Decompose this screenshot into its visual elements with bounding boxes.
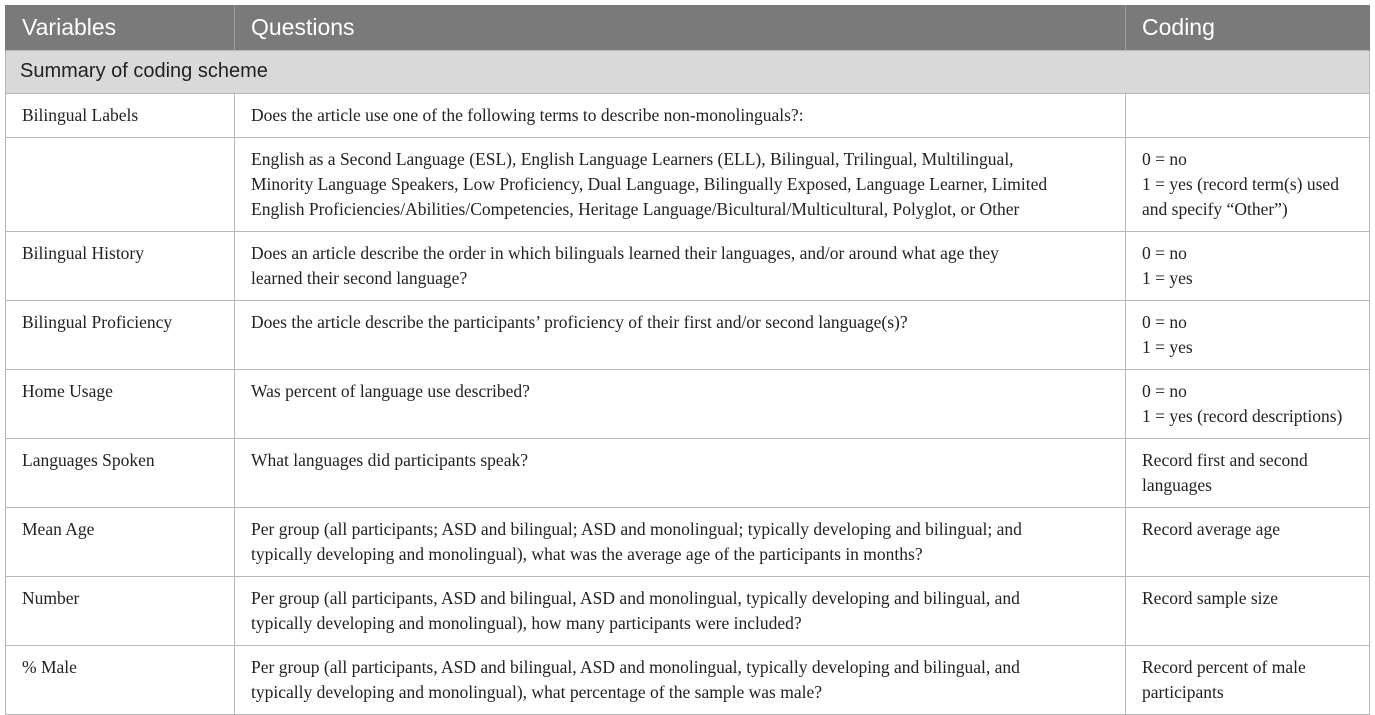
coding-line: 1 = yes (record descriptions) [1142,405,1343,426]
coding-cell [1126,231,1370,300]
question-cell [235,231,1126,300]
question-line: English Proficiencies/Abilities/Competencies, Heritage Language/Bicultural/Multicultural, Polyglot, or Other [251,198,1020,219]
coding-scheme-table [5,5,1370,715]
variable-cell: Mean Age [6,507,235,576]
coding-line: Record sample size [1142,587,1279,608]
coding-cell [1126,369,1370,438]
coding-line: 0 = no [1142,380,1187,401]
coding-cell [1126,576,1370,645]
question-line: Minority Language Speakers, Low Proficiency, Dual Language, Bilingually Exposed, Language Learner, Limited [251,173,1048,194]
question-line: Does an article describe the order in which bilinguals learned their languages, and/or around what age they [251,242,999,263]
coding-line: Record first and second [1142,449,1308,470]
coding-line: 0 = no [1142,148,1187,169]
question-line: Per group (all participants, ASD and bilingual, ASD and monolingual, typically developing and bilingual, and [251,587,1020,608]
question-cell [235,645,1126,714]
question-line: What languages did participants speak? [251,449,528,470]
question-cell [235,576,1126,645]
question-line: English as a Second Language (ESL), English Language Learners (ELL), Bilingual, Trilingual, Multilingual, [251,148,1014,169]
question-line: Does the article describe the participants’ proficiency of their first and/or second language(s)? [251,311,908,332]
variable-cell: Languages Spoken [6,438,235,507]
table-row [6,369,1370,438]
coding-cell [1126,438,1370,507]
coding-cell [1126,300,1370,369]
coding-line: participants [1142,681,1224,702]
coding-cell [1126,645,1370,714]
question-cell [235,300,1126,369]
coding-line: 1 = yes [1142,267,1193,288]
question-line: Per group (all participants, ASD and bilingual, ASD and monolingual, typically developing and bilingual, and [251,656,1020,677]
table-row [6,576,1370,645]
coding-line: 1 = yes [1142,336,1193,357]
coding-line: languages [1142,474,1212,495]
header-row [6,5,1370,50]
coding-line: Record average age [1142,518,1280,539]
question-cell [235,93,1126,137]
variable-cell [6,137,235,231]
table-row [6,137,1370,231]
table-row [6,231,1370,300]
variable-cell: Bilingual Proficiency [6,300,235,369]
question-line: Was percent of language use described? [251,380,530,401]
coding-line: 1 = yes (record term(s) used [1142,173,1339,194]
header-variables: Variables [6,5,235,50]
section-title: Summary of coding scheme [6,50,1370,93]
variable-cell: % Male [6,645,235,714]
table-row [6,93,1370,137]
coding-cell [1126,137,1370,231]
question-line: typically developing and monolingual), what percentage of the sample was male? [251,681,822,702]
coding-line: 0 = no [1142,311,1187,332]
coding-scheme-table-container [5,5,1369,715]
coding-line: 0 = no [1142,242,1187,263]
coding-cell [1126,93,1370,137]
variable-cell: Home Usage [6,369,235,438]
question-line: Does the article use one of the following terms to describe non-monolinguals?: [251,104,804,125]
question-line: typically developing and monolingual), what was the average age of the participants in months? [251,543,923,564]
question-line: learned their second language? [251,267,468,288]
question-cell [235,137,1126,231]
table-row [6,300,1370,369]
question-cell [235,438,1126,507]
coding-line: and specify “Other”) [1142,198,1288,219]
header-questions: Questions [235,5,1126,50]
question-line: typically developing and monolingual), how many participants were included? [251,612,802,633]
question-line: Per group (all participants; ASD and bilingual; ASD and monolingual; typically developing and bilingual; and [251,518,1022,539]
variable-cell: Bilingual History [6,231,235,300]
coding-cell [1126,507,1370,576]
table-row [6,438,1370,507]
question-cell [235,369,1126,438]
table-row [6,507,1370,576]
coding-line: Record percent of male [1142,656,1306,677]
variable-cell: Number [6,576,235,645]
variable-cell: Bilingual Labels [6,93,235,137]
section-row [6,50,1370,93]
question-cell [235,507,1126,576]
table-row [6,645,1370,714]
header-coding: Coding [1126,5,1370,50]
